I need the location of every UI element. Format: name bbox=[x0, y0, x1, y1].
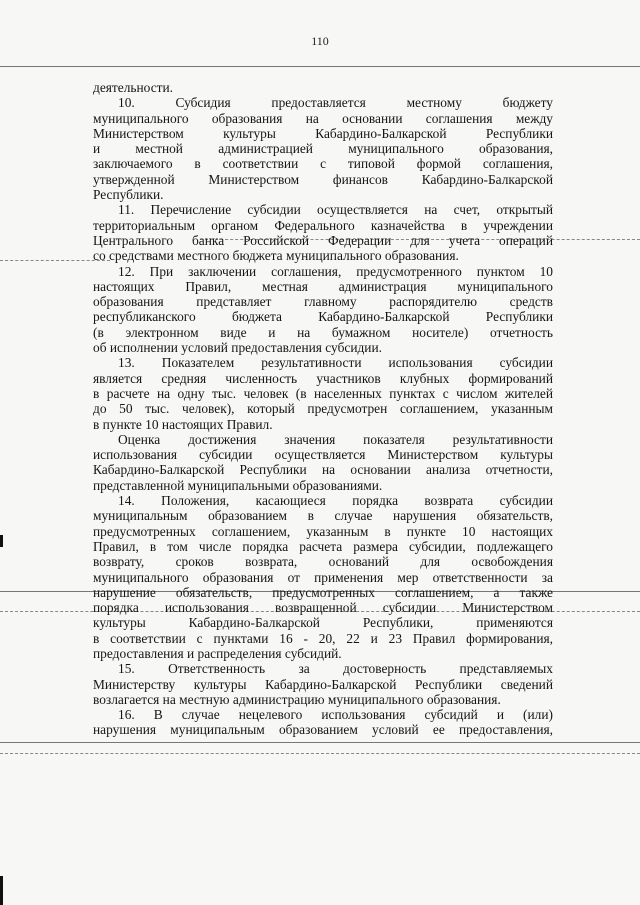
text-line: в соответствии с пунктами 16 - 20, 22 и 23 Правил формирования, bbox=[93, 630, 553, 646]
text-line: и местной администрацией муниципального образования, bbox=[93, 141, 553, 157]
text-line: до 50 тыс. человек), который предусмотрен соглашением, указанным bbox=[93, 401, 553, 417]
text-line: образования представляет главному распорядителю средств bbox=[93, 294, 553, 310]
text-line: об исполнении условий предоставления субсидии. bbox=[93, 340, 382, 356]
page-number: 110 bbox=[311, 34, 329, 48]
scan-line bbox=[0, 753, 640, 754]
scan-line bbox=[0, 742, 640, 743]
text-line: республиканского бюджета Кабардино-Балкарской Республики bbox=[93, 309, 553, 325]
text-line: 16. В случае нецелевого использования субсидий и (или) bbox=[118, 707, 553, 723]
scan-mark bbox=[0, 876, 3, 905]
text-line: настоящих Правил, местная администрация муниципального bbox=[93, 278, 553, 294]
text-line: в расчете на одну тыс. человек (в населенных пунктах с числом жителей bbox=[93, 385, 553, 401]
text-line: муниципального образования на основании соглашения между bbox=[93, 110, 553, 126]
text-line: предоставления и распределения субсидий. bbox=[93, 645, 342, 661]
document-body bbox=[93, 80, 553, 738]
text-line: муниципального образования от применения мер ответственности за bbox=[93, 569, 553, 585]
text-line: заключаемого в соответствии с типовой формой соглашения, bbox=[93, 156, 553, 172]
text-line: 15. Ответственность за достоверность представляемых bbox=[118, 661, 553, 677]
text-line: Центрального банка Российской Федерации для учета операций bbox=[93, 232, 553, 248]
text-line: нарушение обязательств, предусмотренных соглашением, а также bbox=[93, 584, 553, 600]
text-line: территориальным органом Федерального казначейства в учреждении bbox=[93, 217, 553, 233]
scan-mark bbox=[0, 535, 3, 547]
text-line: представленной муниципальными образованиями. bbox=[93, 477, 383, 493]
text-line: муниципальным образованием в случае нарушения обязательств, bbox=[93, 508, 553, 524]
text-line: Оценка достижения значения показателя результативности bbox=[118, 431, 553, 447]
text-line: 13. Показателем результативности использования субсидии bbox=[118, 355, 553, 371]
text-line: культуры Кабардино-Балкарской Республики, применяются bbox=[93, 615, 553, 631]
text-line: в пункте 10 настоящих Правил. bbox=[93, 416, 273, 432]
text-line: утвержденной Министерством финансов Кабардино-Балкарской bbox=[93, 171, 553, 187]
text-line: порядка использования возвращенной субсидии Министерством bbox=[93, 600, 553, 616]
text-line: деятельности. bbox=[93, 80, 174, 95]
text-line: со средствами местного бюджета муниципального образования. bbox=[93, 248, 459, 264]
text-line: возлагается на местную администрацию муниципального образования. bbox=[93, 691, 501, 707]
text-line: Министерству культуры Кабардино-Балкарской Республики сведений bbox=[93, 676, 553, 692]
text-line: Республики. bbox=[93, 187, 164, 203]
text-line: нарушения муниципальным образованием условий ее предоставления, bbox=[93, 722, 553, 738]
text-line: Министерством культуры Кабардино-Балкарской Республики bbox=[93, 125, 553, 141]
text-line: (в электронном виде и на бумажном носителе) отчетность bbox=[93, 324, 553, 340]
text-line: является средняя численность участников клубных формирований bbox=[93, 370, 553, 386]
text-line: возврату, сроков возврата, оснований для освобождения bbox=[93, 554, 553, 570]
text-line: 11. Перечисление субсидии осуществляется на счет, открытый bbox=[118, 202, 553, 218]
scan-line bbox=[0, 66, 640, 67]
text-line: 14. Положения, касающиеся порядка возврата субсидии bbox=[118, 493, 553, 509]
text-line: 10. Субсидия предоставляется местному бюджету bbox=[118, 95, 553, 111]
text-line: Кабардино-Балкарской Республики на основании анализа отчетности, bbox=[93, 462, 553, 478]
text-line: Правил, в том числе порядка расчета размера субсидии, подлежащего bbox=[93, 538, 553, 554]
text-line: 12. При заключении соглашения, предусмотренного пунктом 10 bbox=[118, 263, 553, 279]
text-line: использования субсидии осуществляется Министерством культуры bbox=[93, 447, 553, 463]
text-line: предусмотренных соглашением, указанным в пункте 10 настоящих bbox=[93, 523, 553, 539]
